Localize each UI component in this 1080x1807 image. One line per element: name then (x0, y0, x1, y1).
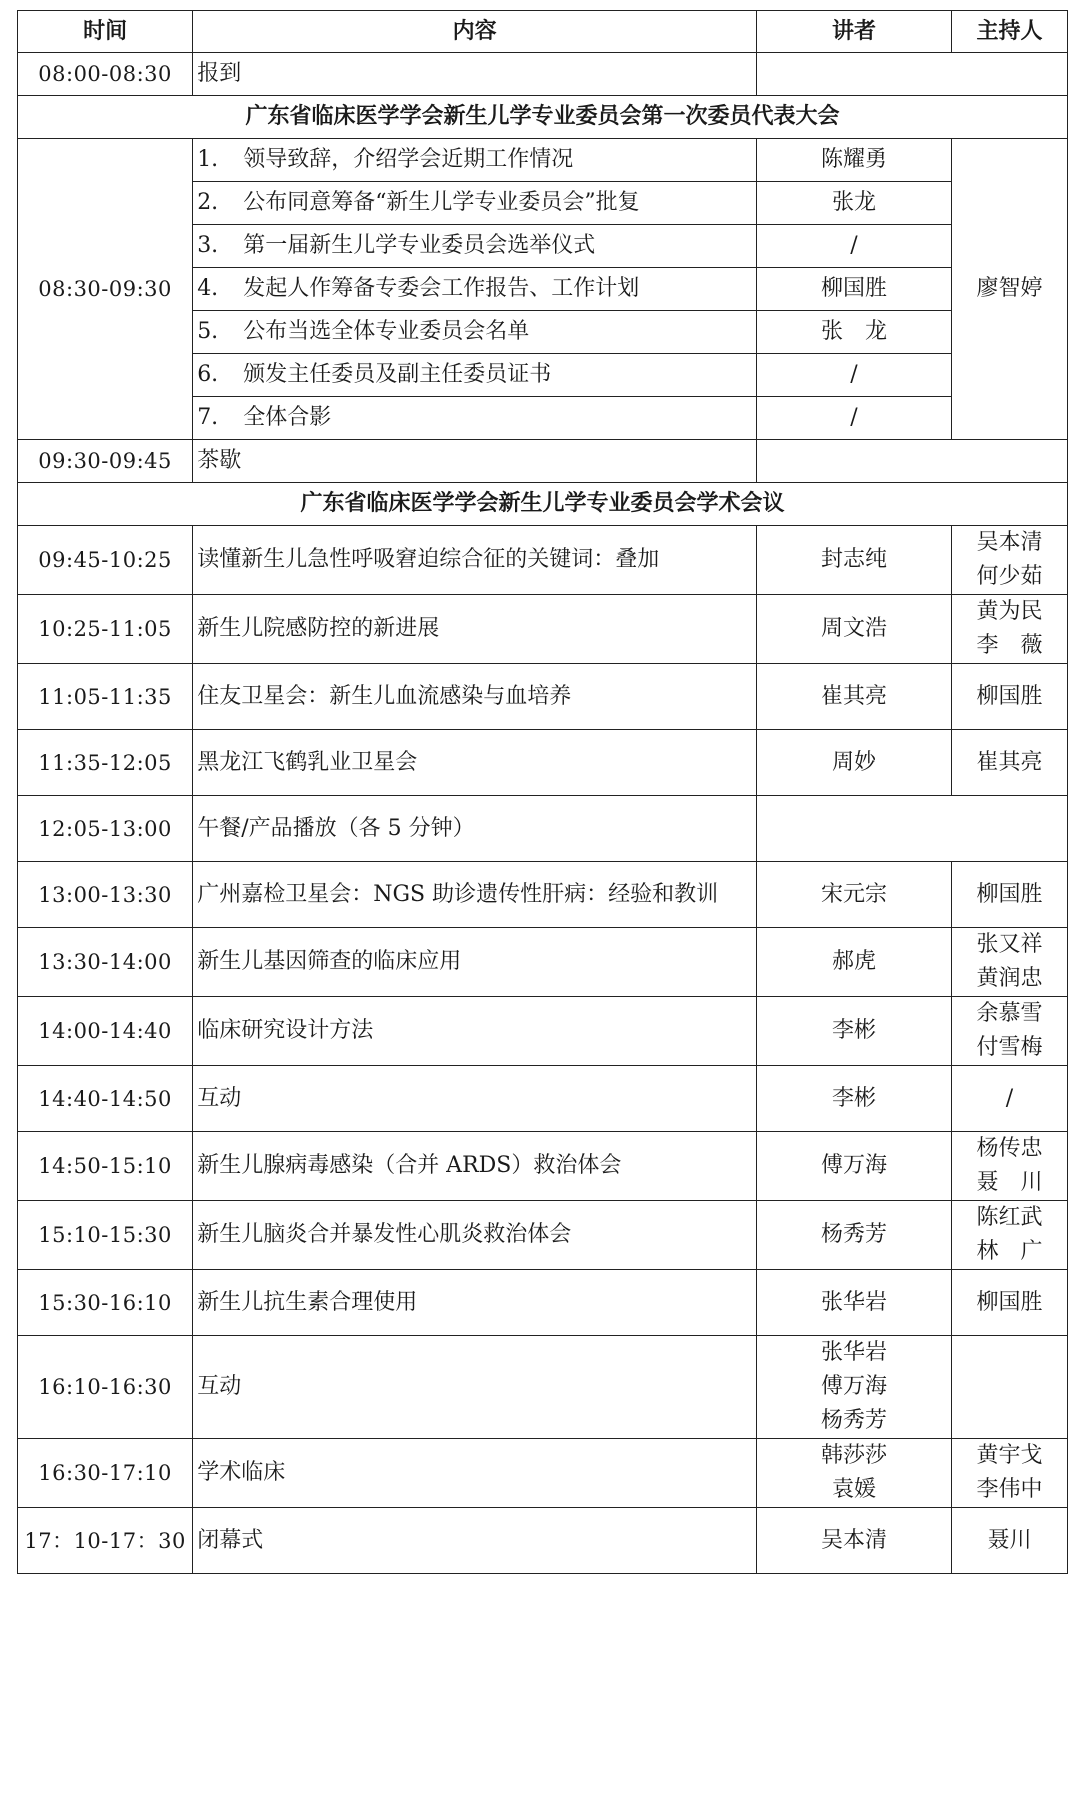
row-host (951, 664, 1067, 730)
row-speaker (757, 730, 952, 796)
speaker-name: 李彬 (831, 1085, 876, 1111)
registration-row (18, 53, 1068, 96)
row-host (951, 595, 1067, 664)
item-number: 7. (197, 405, 219, 430)
host-name: 李伟中 (976, 1477, 1043, 1502)
speaker-name: 崔其亮 (820, 683, 887, 709)
host-name: 聂川 (987, 1527, 1032, 1553)
row-speaker (757, 526, 952, 595)
row-empty (757, 796, 1068, 862)
row-content (193, 397, 757, 440)
section-row (18, 96, 1068, 139)
item-text: 公布当选全体专业委员会名单 (243, 319, 530, 344)
row-empty (757, 440, 1068, 483)
row-content: 广州嘉检卫星会：NGS 助诊遗传性肝病：经验和教训 (193, 862, 757, 928)
item-text: 领导致辞，介绍学会近期工作情况 (243, 147, 574, 172)
row-speaker: / (757, 354, 952, 397)
host-name: 余慕雪 (976, 1001, 1043, 1026)
item-number: 1. (197, 147, 219, 172)
row-host (951, 1270, 1067, 1336)
row-time: 08:30-09:30 (18, 139, 193, 440)
row-time: 09:45-10:25 (18, 526, 193, 595)
speaker-name: 傅万海 (820, 1374, 887, 1399)
row-content: 报到 (193, 53, 757, 96)
speaker-name: 张华岩 (820, 1340, 887, 1365)
row-speaker (757, 862, 952, 928)
row-speaker (757, 997, 952, 1066)
row-time: 13:00-13:30 (18, 862, 193, 928)
row-host (951, 1066, 1067, 1132)
header-row (18, 11, 1068, 53)
speaker-name: 袁媛 (831, 1477, 876, 1502)
session-row (18, 1270, 1068, 1336)
section-row (18, 483, 1068, 526)
row-content (193, 182, 757, 225)
header-host: 主持人 (951, 11, 1067, 53)
row-content: 新生儿基因筛查的临床应用 (193, 928, 757, 997)
row-content (193, 268, 757, 311)
speaker-name: 韩莎莎 (820, 1443, 887, 1468)
session-row (18, 1439, 1068, 1508)
row-content: 午餐/产品播放（各 5 分钟） (193, 796, 757, 862)
row-content: 互动 (193, 1336, 757, 1439)
row-time: 13:30-14:00 (18, 928, 193, 997)
session-row (18, 595, 1068, 664)
row-host (951, 997, 1067, 1066)
host-name: 柳国胜 (976, 881, 1043, 907)
row-speaker: 陈耀勇 (757, 139, 952, 182)
host-name: 黄润忠 (976, 966, 1043, 991)
header-speaker: 讲者 (757, 11, 952, 53)
host-name: 黄为民 (976, 599, 1043, 624)
host-name: 柳国胜 (976, 1289, 1043, 1315)
tea-row (18, 440, 1068, 483)
item-text: 全体合影 (243, 405, 332, 430)
row-content: 黑龙江飞鹤乳业卫星会 (193, 730, 757, 796)
row-time: 16:30-17:10 (18, 1439, 193, 1508)
session-row (18, 928, 1068, 997)
section-title: 广东省临床医学学会新生儿学专业委员会学术会议 (18, 483, 1068, 526)
schedule-table (17, 10, 1068, 1574)
row-content (193, 311, 757, 354)
item-text: 第一届新生儿学专业委员会选举仪式 (243, 233, 596, 258)
host-name: 柳国胜 (976, 683, 1043, 709)
session-row (18, 526, 1068, 595)
row-content: 新生儿院感防控的新进展 (193, 595, 757, 664)
session-row (18, 1201, 1068, 1270)
row-speaker: 张龙 (757, 182, 952, 225)
row-time: 15:30-16:10 (18, 1270, 193, 1336)
header-content: 内容 (193, 11, 757, 53)
row-time: 11:05-11:35 (18, 664, 193, 730)
row-speaker (757, 1066, 952, 1132)
row-host (951, 730, 1067, 796)
host-name: 张又祥 (976, 932, 1043, 957)
speaker-name: 杨秀芳 (820, 1408, 887, 1433)
row-speaker (757, 1336, 952, 1439)
row-speaker (757, 664, 952, 730)
row-host (951, 1336, 1067, 1439)
host-name: 林 广 (976, 1239, 1043, 1264)
row-content: 住友卫星会：新生儿血流感染与血培养 (193, 664, 757, 730)
speaker-name: 张华岩 (820, 1289, 887, 1315)
row-time: 12:05-13:00 (18, 796, 193, 862)
session-row (18, 862, 1068, 928)
row-content (193, 354, 757, 397)
session-row (18, 664, 1068, 730)
row-speaker (757, 595, 952, 664)
row-speaker (757, 1132, 952, 1201)
schedule-body (18, 11, 1068, 1574)
row-content (193, 139, 757, 182)
host-name: 何少茹 (976, 564, 1043, 589)
row-time: 14:40-14:50 (18, 1066, 193, 1132)
session-row (18, 1508, 1068, 1574)
row-host (951, 1508, 1067, 1574)
row-content (193, 225, 757, 268)
session-row (18, 796, 1068, 862)
row-time: 14:50-15:10 (18, 1132, 193, 1201)
row-time: 15:10-15:30 (18, 1201, 193, 1270)
session-row (18, 730, 1068, 796)
agenda-row (18, 139, 1068, 182)
row-speaker (757, 928, 952, 997)
row-content: 读懂新生儿急性呼吸窘迫综合征的关键词：叠加 (193, 526, 757, 595)
host-name: 付雪梅 (976, 1035, 1043, 1060)
speaker-name: 宋元宗 (820, 881, 887, 907)
row-host (951, 1201, 1067, 1270)
row-content: 茶歇 (193, 440, 757, 483)
item-text: 发起人作筹备专委会工作报告、工作计划 (243, 276, 640, 301)
row-host (951, 928, 1067, 997)
host-name: 聂 川 (976, 1170, 1043, 1195)
item-text: 颁发主任委员及副主任委员证书 (243, 362, 552, 387)
host-name: 李 薇 (976, 633, 1043, 658)
speaker-name: 吴本清 (820, 1527, 887, 1553)
row-speaker: 柳国胜 (757, 268, 952, 311)
header-time: 时间 (18, 11, 193, 53)
row-content: 学术临床 (193, 1439, 757, 1508)
row-time: 14:00-14:40 (18, 997, 193, 1066)
row-time: 10:25-11:05 (18, 595, 193, 664)
session-row (18, 997, 1068, 1066)
speaker-name: 周文浩 (820, 616, 887, 641)
speaker-name: 杨秀芳 (820, 1222, 887, 1247)
row-host (951, 1439, 1067, 1508)
speaker-name: 李彬 (831, 1018, 876, 1043)
row-host: 廖智婷 (951, 139, 1067, 440)
row-time: 17：10-17：30 (18, 1508, 193, 1574)
speaker-name: 封志纯 (820, 547, 887, 572)
row-host (951, 526, 1067, 595)
item-number: 6. (197, 362, 219, 387)
row-time: 16:10-16:30 (18, 1336, 193, 1439)
row-speaker (757, 1270, 952, 1336)
row-content: 临床研究设计方法 (193, 997, 757, 1066)
row-content: 互动 (193, 1066, 757, 1132)
row-time: 09:30-09:45 (18, 440, 193, 483)
item-text: 公布同意筹备“新生儿学专业委员会”批复 (243, 190, 640, 215)
row-host (951, 862, 1067, 928)
row-speaker (757, 1508, 952, 1574)
session-row (18, 1336, 1068, 1439)
row-time: 11:35-12:05 (18, 730, 193, 796)
speaker-name: 傅万海 (820, 1153, 887, 1178)
row-host (951, 1132, 1067, 1201)
row-speaker: / (757, 397, 952, 440)
section-title: 广东省临床医学学会新生儿学专业委员会第一次委员代表大会 (18, 96, 1068, 139)
item-number: 5. (197, 319, 219, 344)
host-name: / (1005, 1085, 1014, 1111)
session-row (18, 1066, 1068, 1132)
row-content: 闭幕式 (193, 1508, 757, 1574)
host-name: 崔其亮 (976, 749, 1043, 775)
row-speaker: / (757, 225, 952, 268)
row-speaker (757, 1201, 952, 1270)
row-speaker (757, 1439, 952, 1508)
row-speaker: 张 龙 (757, 311, 952, 354)
row-content: 新生儿腺病毒感染（合并 ARDS）救治体会 (193, 1132, 757, 1201)
host-name: 吴本清 (976, 530, 1043, 555)
item-number: 2. (197, 190, 219, 215)
row-content: 新生儿脑炎合并暴发性心肌炎救治体会 (193, 1201, 757, 1270)
host-name: 陈红武 (976, 1205, 1043, 1230)
item-number: 3. (197, 233, 219, 258)
speaker-name: 郝虎 (831, 949, 876, 974)
row-content: 新生儿抗生素合理使用 (193, 1270, 757, 1336)
item-number: 4. (197, 276, 219, 301)
row-empty (757, 53, 1068, 96)
row-time: 08:00-08:30 (18, 53, 193, 96)
session-row (18, 1132, 1068, 1201)
host-name: 黄宇戈 (976, 1443, 1043, 1468)
speaker-name: 周妙 (831, 749, 876, 775)
host-name: 杨传忠 (976, 1136, 1043, 1161)
